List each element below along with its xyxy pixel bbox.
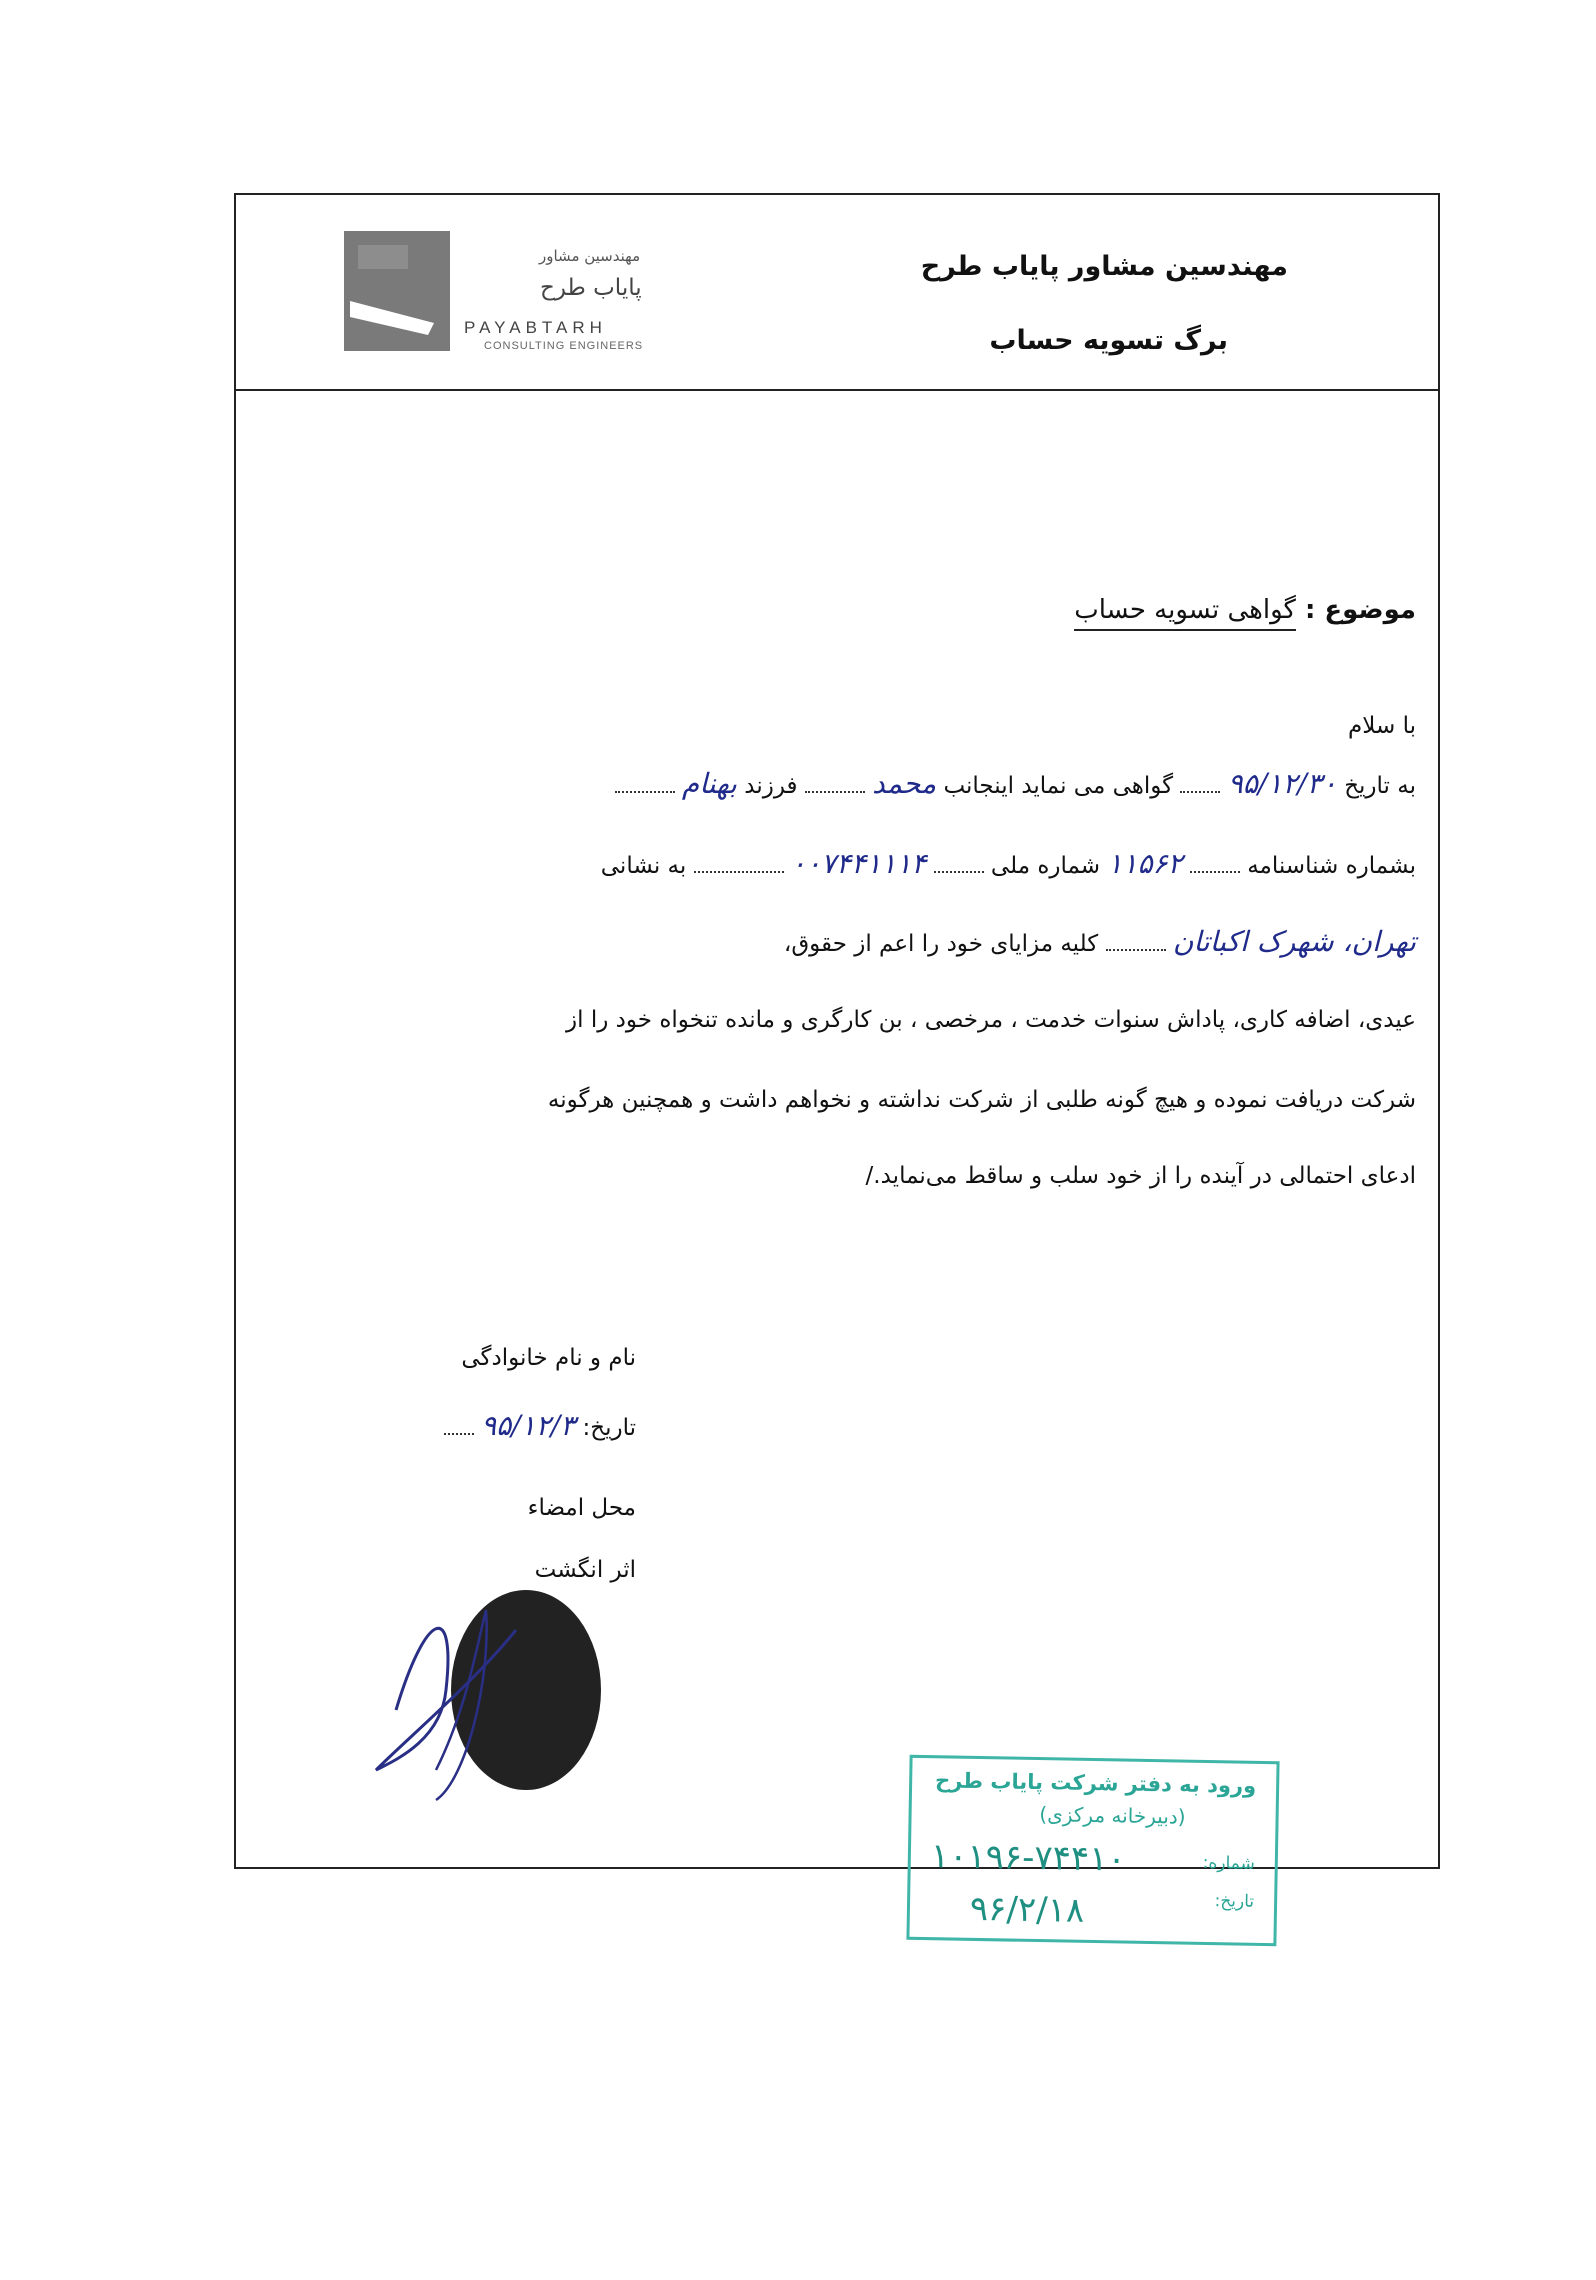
line2-address-label: به نشانی [600, 853, 687, 879]
signature-and-fingerprint-icon [356, 1570, 606, 1810]
body-line-3 [784, 925, 1416, 958]
subject-line [1074, 595, 1416, 625]
dotted-field [615, 775, 675, 793]
form-header [236, 195, 1438, 391]
body-line-2 [601, 847, 1416, 880]
stamp-date-value: ۹۶/۲/۱۸ [969, 1888, 1085, 1931]
form-title: برگ تسویه حساب [989, 325, 1228, 356]
body-line-6: ادعای احتمالی در آینده را از خود سلب و ساقط می‌نماید./ [865, 1163, 1416, 1189]
logo-mark-icon [344, 231, 450, 351]
dotted-field [444, 1417, 474, 1435]
fingerprint-label: اثر انگشت [534, 1557, 636, 1583]
stamp-line-1: ورود به دفتر شرکت پایاب طرح [934, 1768, 1257, 1798]
line1-father-label: فرزند [744, 773, 798, 799]
line1-certify: گواهی می نماید اینجانب [943, 773, 1174, 799]
dotted-field [1106, 933, 1166, 951]
fingerprint-icon [451, 1590, 601, 1790]
dotted-field [694, 855, 784, 873]
handwritten-name: محمد [872, 767, 937, 800]
stamp-line-2: (دبیرخانه مرکزی) [1039, 1802, 1186, 1829]
handwritten-address: تهران، شهرک اکباتان [1172, 925, 1416, 958]
company-logo [344, 231, 684, 361]
sign-place-label: محل امضاء [527, 1495, 636, 1521]
line2-national-label: شماره ملی [990, 853, 1101, 879]
greeting: با سلام [1348, 713, 1416, 739]
logo-fa-name: پایاب طرح [540, 275, 642, 301]
registry-stamp [906, 1755, 1279, 1946]
form-frame [234, 193, 1440, 1931]
sign-date-line [444, 1409, 636, 1442]
handwritten-sign-date: ۹۵/۱۲/۳ [481, 1409, 576, 1442]
line3-text: کلیه مزایای خود را اعم از حقوق، [783, 931, 1099, 957]
stamp-number-label: شماره: [1202, 1852, 1255, 1874]
sign-date-label: تاریخ: [582, 1415, 636, 1441]
subject-text: گواهی تسویه حساب [1074, 595, 1296, 631]
dotted-field [934, 855, 984, 873]
company-name: مهندسین مشاور پایاب طرح [920, 251, 1288, 282]
logo-en-name: PAYABTARH [464, 318, 607, 337]
handwritten-father: بهنام [681, 767, 737, 800]
handwritten-national-id: ۰۰۷۴۴۱۱۱۴ [790, 847, 927, 880]
logo-fa-small: مهندسین مشاور [539, 247, 641, 265]
line2-id-label: بشماره شناسنامه [1247, 853, 1416, 879]
handwritten-date: ۹۵/۱۲/۳۰ [1227, 767, 1337, 800]
stamp-number-value: ۱۰۱۹۶-۷۴۴۱۰ [930, 1836, 1127, 1880]
dotted-field [1190, 855, 1240, 873]
body-line-4: عیدی، اضافه کاری، پاداش سنوات خدمت ، مرخصی ، بن کارگری و مانده تنخواه خود را از [566, 1007, 1416, 1033]
line1-date-label: به تاریخ [1344, 773, 1416, 799]
stamp-date-label: تاریخ: [1214, 1891, 1255, 1912]
subject-label: موضوع : [1304, 595, 1416, 625]
logo-en-sub: CONSULTING ENGINEERS [484, 340, 644, 352]
dotted-field [1180, 775, 1220, 793]
body-line-1 [615, 767, 1416, 800]
name-label: نام و نام خانوادگی [461, 1345, 636, 1371]
body-line-5: شرکت دریافت نموده و هیچ گونه طلبی از شرکت نداشته و نخواهم داشت و همچنین هرگونه [547, 1087, 1416, 1113]
handwritten-id-number: ۱۱۵۶۲ [1107, 847, 1183, 880]
dotted-field [805, 775, 865, 793]
